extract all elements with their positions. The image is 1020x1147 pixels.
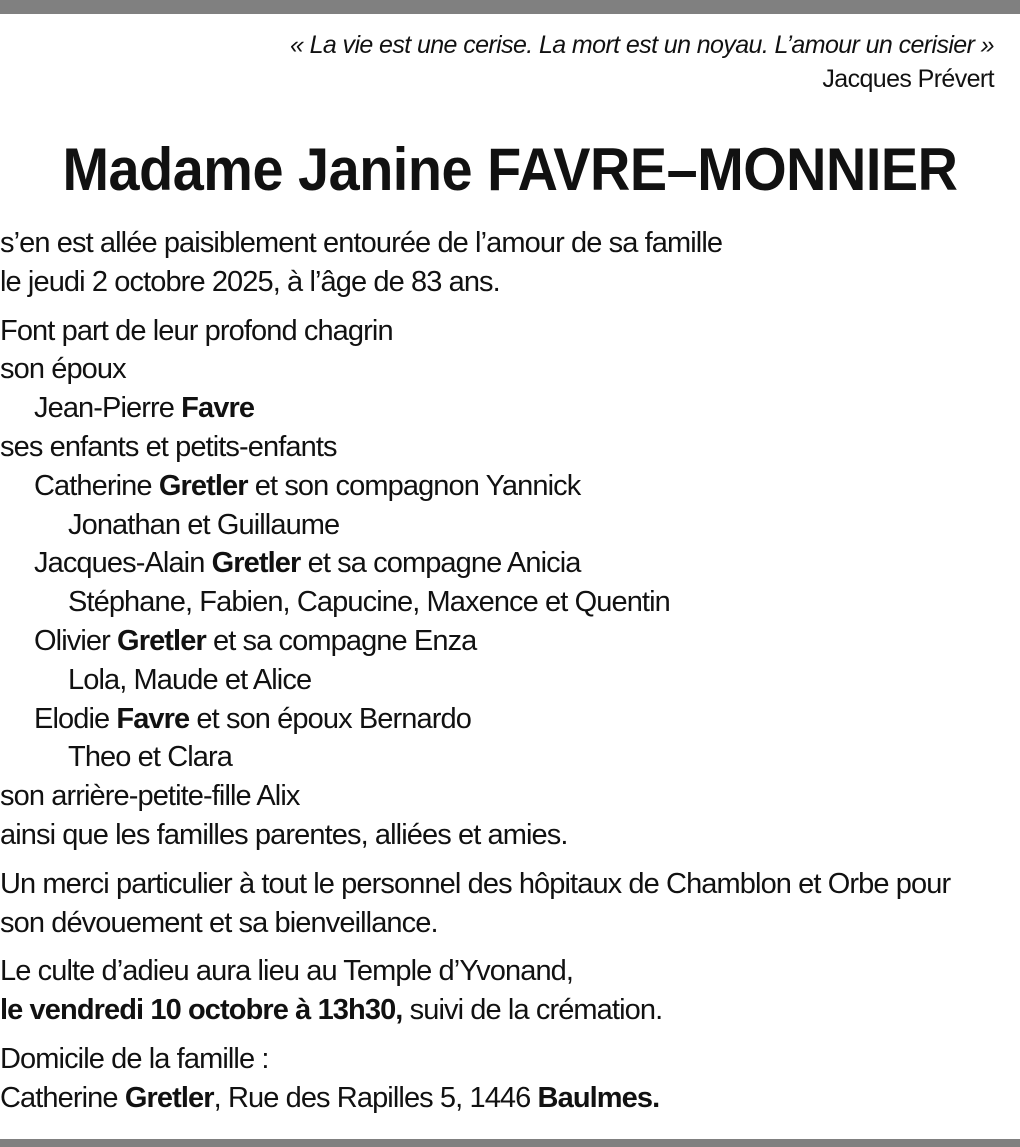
ceremony-line-2: le vendredi 10 octobre à 13h30, suivi de la crémation. xyxy=(0,994,663,1027)
bottom-divider xyxy=(0,1139,1020,1147)
domicile-address: Catherine Gretler, Rue des Rapilles 5, 1446 Baulmes. xyxy=(0,1081,660,1114)
child-2-grandchildren: Stéphane, Fabien, Capucine, Maxence et Quentin xyxy=(68,586,670,619)
children-label: ses enfants et petits-enfants xyxy=(0,430,337,463)
epigraph-quote: « La vie est une cerise. La mort est un noyau. L’amour un cerisier » xyxy=(289,31,994,59)
epigraph xyxy=(290,28,994,96)
spouse-label: son époux xyxy=(0,353,126,386)
top-divider xyxy=(0,0,1020,14)
intro-line-1: s’en est allée paisiblement entourée de l’amour de sa famille xyxy=(0,227,723,259)
thanks-line-1: Un merci particulier à tout le personnel des hôpitaux de Chamblon et Orbe pour xyxy=(0,867,951,900)
ceremony-line-1: Le culte d’adieu aura lieu au Temple d’Yvonand, xyxy=(0,955,574,988)
intro-line-2: le jeudi 2 octobre 2025, à l’âge de 83 ans. xyxy=(0,265,500,298)
child-4-grandchildren: Theo et Clara xyxy=(68,741,232,774)
thanks-line-2: son dévouement et sa bienveillance. xyxy=(0,906,438,939)
child-1: Catherine Gretler et son compagnon Yannick xyxy=(34,469,581,502)
domicile-label: Domicile de la famille : xyxy=(0,1042,269,1075)
epigraph-author: Jacques Prévert xyxy=(822,65,994,93)
deceased-name-title: Madame Janine FAVRE–MONNIER xyxy=(62,136,958,203)
child-2: Jacques-Alain Gretler et sa compagne Anicia xyxy=(34,547,581,580)
obituary-body xyxy=(0,224,1020,1118)
child-1-grandchildren: Jonathan et Guillaume xyxy=(68,508,340,541)
family-heading: Font part de leur profond chagrin xyxy=(0,314,393,347)
great-grandchild: son arrière-petite-fille Alix xyxy=(0,780,300,813)
child-3-grandchildren: Lola, Maude et Alice xyxy=(68,663,312,696)
extended-family: ainsi que les familles parentes, alliées et amies. xyxy=(0,818,568,851)
spouse-name: Jean-Pierre Favre xyxy=(34,392,255,425)
child-3: Olivier Gretler et sa compagne Enza xyxy=(34,624,477,657)
child-4: Elodie Favre et son époux Bernardo xyxy=(34,702,471,735)
